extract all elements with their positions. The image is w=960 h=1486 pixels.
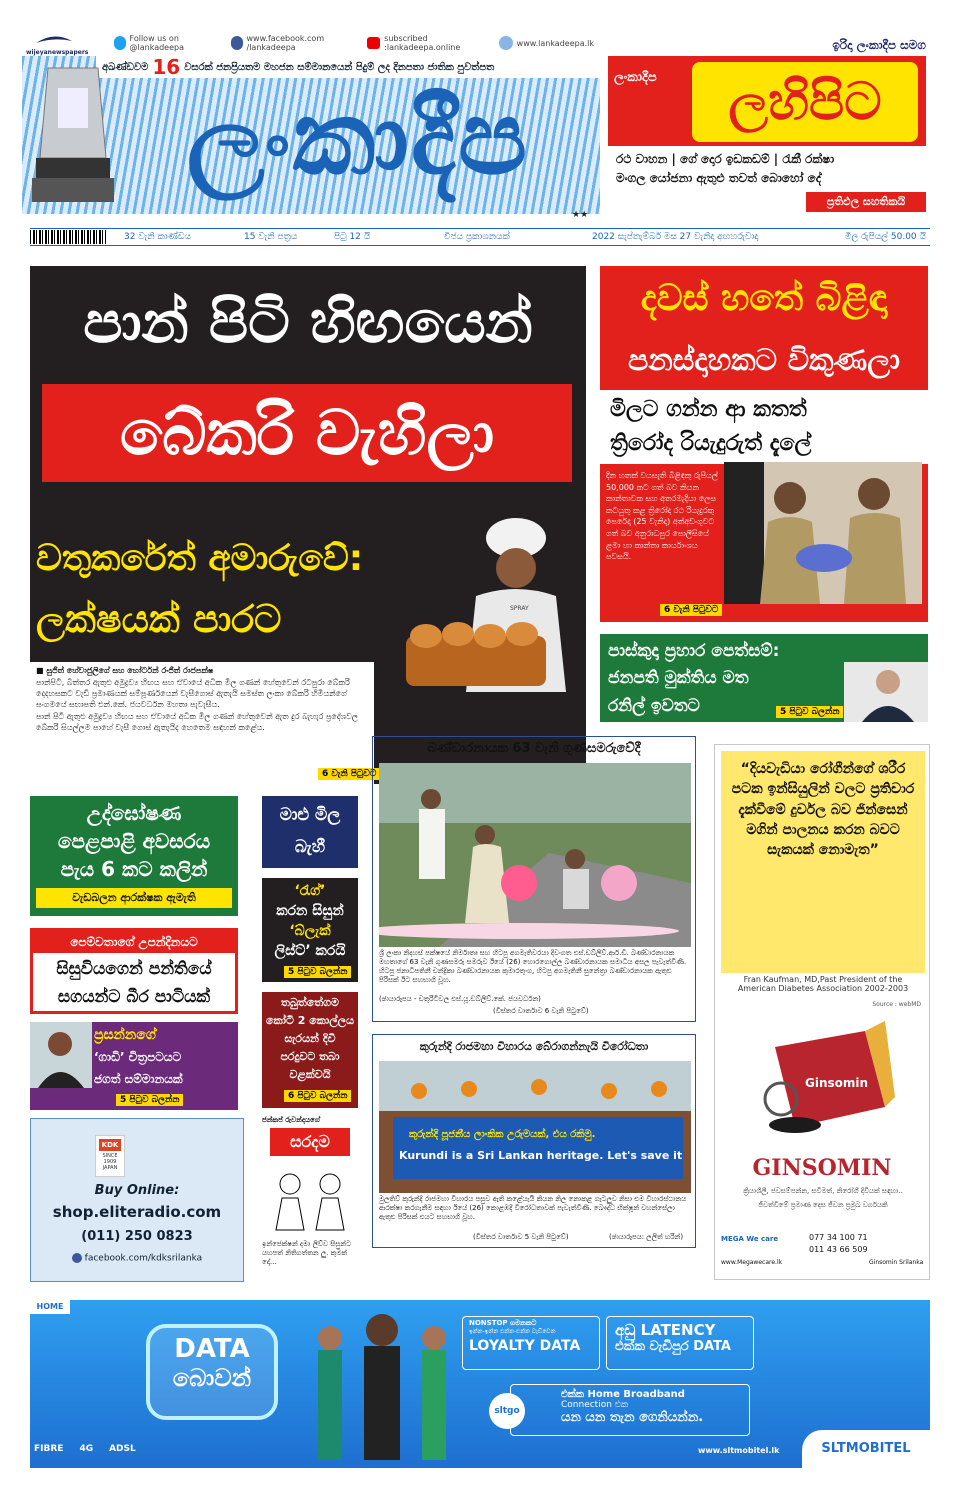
wijeya-label: wijeyanewspapers — [26, 49, 89, 56]
bandara-ref[interactable]: (විස්තර වාර්තාව 6 වැනි පිටුවේ) — [493, 1007, 589, 1015]
ginsomin-pack-label: Ginsomin — [805, 1076, 869, 1090]
cartoon-caption: ඉන්ජෙක්ෂන් දමා ලිව්ව සිසුන්ට යහපත් නිතිගත්තන ලු. කුමක් දෝ... — [262, 1240, 351, 1267]
uddosh-line-3: පැය 6 කට කලින් — [60, 857, 208, 881]
kurundi-photo — [379, 1061, 691, 1193]
lead-ref[interactable]: 6 වැනි පිටුවට — [318, 768, 380, 780]
ginsomin-brand: GINSOMIN — [752, 1155, 892, 1181]
baby-headline-3: මිලට ගන්න ආ කතත් — [610, 397, 807, 422]
raga-line-4: ලිස්ට්’ කරයි — [274, 943, 346, 959]
lead-body-box — [30, 662, 374, 784]
feature-adsl: ADSL — [109, 1444, 136, 1454]
slt-people — [290, 1308, 470, 1460]
slt-home-tag: HOME — [30, 1300, 70, 1314]
slt-features — [34, 1444, 234, 1462]
premi-story[interactable] — [30, 928, 238, 1014]
thabu-line-1: තබුත්තේගම — [281, 996, 339, 1009]
kdk-logo: KDK — [99, 1139, 121, 1151]
ginsomin-web[interactable]: www.Megawecare.lk — [721, 1259, 783, 1266]
slt-brand: SLTMOBITEL — [802, 1430, 930, 1468]
masthead — [0, 0, 960, 225]
raga-line-1: ‘රැග්’ — [294, 883, 326, 899]
ginsomin-source: Source : webMD — [872, 1001, 921, 1008]
bandara-story[interactable] — [372, 736, 696, 1022]
baker-photo — [406, 516, 586, 692]
sltgo-logo: sltgo — [489, 1393, 525, 1429]
prasanna-ref[interactable]: 5 පිටුව බලන්න — [116, 1094, 183, 1106]
slt-latency-box: අඩු LATENCY එක්ක වැඩිපුර DATA — [606, 1316, 754, 1370]
slt-data-bubble — [146, 1324, 278, 1420]
twitter-icon — [114, 36, 126, 50]
kurundi-ref[interactable]: (විස්තර වාර්තාව 5 වැනි පිටුවේ) — [473, 1233, 569, 1241]
ranil-photo — [844, 662, 928, 722]
lahipita-top: ඉරිදා ලංකාදීප සමග — [832, 38, 926, 52]
cartoon-drawing — [262, 1160, 358, 1236]
lahipita-lines: රථ වාහන | ගේ දොර ඉඩකඩම් | රැකී රක්ෂා මංගල යෝජනා ඇතුළු තවත් බොහෝ දේ — [608, 146, 926, 202]
ginsomin-product — [755, 1017, 895, 1147]
thabu-line-3: සැරයන් දිවි — [284, 1032, 336, 1045]
baby-story[interactable] — [600, 266, 928, 622]
thabu-story[interactable] — [262, 992, 358, 1108]
social-row — [114, 34, 594, 52]
raga-line-3: ‘බ්ලැක් — [289, 923, 331, 939]
prasanna-line-1: ප්‍රසන්නගේ — [94, 1027, 156, 1043]
lahipita-header — [608, 56, 926, 185]
baby-ref[interactable]: 6 වැනි පිටුවට — [660, 604, 722, 616]
cartoon-author: ජන්කප් රුවන්දයගේ — [262, 1116, 320, 1124]
kurundi-caption: මුලතිව් කුරුන්දි රාජමහා විහාරය පසුව ඇති කළේයැයි කියන නිල නොකළ ගැටලුව නිසා එම විහාරස්ථානය ආරක්ෂා කරගැනීම සඳහා ඊයේ (26) කොළඹදී විරෝධතාවක් පැවැත්විණි. බෞද්ධ භික්ෂූන් වහන්සේලා ඇතුළු පිරිසක් එයට සහභාගි වූහ. — [379, 1195, 687, 1222]
lead-headline-1: පාන් පිටි හිඟයෙන් — [83, 288, 533, 356]
lead-headline-3: වතුකරේත් අමාරුවේ: — [36, 538, 364, 579]
megawecare-logo: MEGA We care — [721, 1235, 779, 1243]
uddosh-sub: වැඩබලන ආරක්ෂක ඇමැති — [36, 888, 232, 908]
kdk-logo-box — [95, 1135, 125, 1177]
barcode — [30, 230, 106, 244]
lead-headline-2: බේකරි වැහිලා — [119, 396, 495, 469]
stars: ★★ — [572, 210, 589, 220]
bandara-caption: ශ්‍රී ලංකා නිදහස් පක්ෂයේ නිර්මාතෘ සහ හිටපු අගමැතිවරයා දිවංගත එස්.ඩබ්ලිව්.ආර්.ඩී. බණ්ඩාරනායක මහතාගේ 63 වැනි ගුණසමරු සමරුව ඊයේ (26) හොරගොල්ල බණ්ඩාරනායක සමාධිය අසල පැවැත්විණි. හිටපු ජනාධිපතිනී චන්ද්‍රිකා බණ්ඩාරනායක කුමාරතුංග, හිටපු අගමැතිනී සුනේත්‍රා බණ්ඩාරනායක ඇතුළු පිරිසක් ඊට සහභාගි වූහ. — [379, 949, 687, 985]
kdk-phone[interactable]: (011) 250 0823 — [81, 1229, 193, 1244]
thabu-line-2: කෝටි 2 කොල්ලය — [265, 1014, 354, 1027]
pask-headline-2: ජනපති මුක්තිය මත — [608, 668, 749, 688]
facebook-icon — [72, 1253, 82, 1263]
premi-line-2: සිසුවියගෙන් පන්තියේ — [56, 959, 212, 979]
lahipita-title: ලහිපිට — [728, 72, 882, 132]
prasanna-photo — [30, 1022, 92, 1088]
pask-headline-3: රනිල් ඉවතට — [608, 696, 700, 716]
thabu-ref[interactable]: 6 පිටුව බලන්න — [284, 1090, 351, 1102]
ginsomin-ad[interactable] — [714, 744, 930, 1280]
cartoon[interactable] — [262, 1116, 358, 1284]
kdk-fb[interactable]: facebook.com/kdksrilanka — [31, 1253, 243, 1269]
baby-headline-2: පනස්දාහකට විකුණලා — [628, 343, 900, 378]
lead-body-2: පාන් පිටි ඇතුළු අමුද්‍රව්‍ය හිඟය සහ ඒවායේ අධික මිල ගණන් හේතුවෙන් ඇත දුර බැහැර ප්‍රදේශවල බේකරි සියල්ලම පාහේ වැසී ගොස් ඇතැයිද හෙතෙම සඳහන් කළේය. — [36, 712, 358, 733]
lead-byline: ■ සුජිත් හේවාජුලිගේ සහ හෝර්ටන් රංජිත් රාජපක්ෂ — [36, 666, 214, 675]
baby-headline-1: දවස් හතේ බිළිඳා — [640, 278, 888, 319]
uddosh-line-1: උද්ඝෝෂණ — [86, 801, 182, 825]
ginsomin-phone-2[interactable]: 011 43 66 509 — [809, 1245, 868, 1254]
kurundi-credit: (ඡායාරූපය: ලලිත් හරින්) — [609, 1233, 684, 1241]
info-bar: 32 වැනි කාණ්ඩය 15 වැනි පත්‍රය පිටු 12 යි විජය ප්‍රකාශනයක් 2022 සැප්තැම්බර් මස 27 වැනිදා අඟහරුවාදා මිල රුපියල් 50.00 යි — [30, 228, 930, 246]
thabu-line-5: වළක්වයි — [289, 1068, 331, 1081]
kdk-site[interactable]: shop.eliteradio.com — [52, 1203, 222, 1221]
tray-label: SPRAY — [510, 605, 529, 612]
uddosh-line-2: පෙළපාළි අවසරය — [57, 829, 211, 853]
ginsomin-quote: “දියවැඩියා රෝගීන්ගේ ශරීර පටක ඉන්සියුලින් වලට ප්‍රතිචාර දැක්වීමේ දුර්වල බව ජින්සෙන් මගින් පාලනය කරන බවට සැකයක් නොමැත” — [731, 761, 915, 859]
thabu-line-4: පරදුවට තබා — [280, 1050, 340, 1063]
bandara-credit: (ඡායාරූපය - චතුරිටිවල එස්.යූ.ඩබ්ලිව්.කේ. ජයවර්ධන) — [379, 995, 541, 1003]
kdk-buy: Buy Online: — [94, 1183, 180, 1198]
globe-icon — [499, 36, 513, 50]
lead-body-1: පාන්පිටි, බිත්තර ඇතුළු අමුද්‍රව්‍ය හිඟය සහ ඒවායේ අධික මිල ගණන් හේතුවෙන් රටපුරා බේකරි දෙදහසකට වැඩි ප්‍රමාණයක් සම්පූර්ණයෙන් වැසීගොස් ඇතැයි සමස්ත ලංකා බේකරි හිමියන්ගේ සංගමයේ සභාපති එන්.කේ. ජයවර්ධන මහතා පැවැසීය. — [36, 678, 350, 709]
bandara-title: බණ්ඩාරනායක 63 වැනි ගුණසමරුවේදී — [427, 741, 641, 756]
raga-line-2: කරන සිසුන් — [276, 903, 344, 919]
youtube-icon — [367, 37, 380, 49]
prasanna-line-2: ‘ගාඩි’ චිත්‍රපටයට — [94, 1050, 182, 1064]
premi-line-3: සගයන්ට බීර පාටියක් — [57, 987, 211, 1007]
kurundi-banner-1: කුරුන්දි පූජනීය ලාංකික උරුමයක්, එය රකිමු. — [409, 1129, 596, 1140]
fish-line-1: මාළු මිල — [279, 805, 341, 825]
lahipita-ad[interactable] — [608, 38, 926, 214]
lahipita-footer: ප්‍රතිඵල සහතිකයි — [806, 192, 926, 212]
kdk-since: SINCE 1909 — [102, 1153, 118, 1165]
trophy-icon — [28, 58, 116, 208]
baby-headline-4: ත්‍රිරෝද රියැදුරුත් දැලේ — [610, 431, 812, 456]
ginsomin-phone-1[interactable]: 077 34 100 71 — [809, 1233, 868, 1242]
kurundi-banner-2: Kurundi is a Sri Lankan heritage. Let's save it — [399, 1149, 683, 1162]
premi-line-1: පෙම්වතාගේ උපන්දිනයට — [33, 931, 235, 953]
raga-ref[interactable]: 5 පිටුව බලන්න — [284, 966, 351, 978]
slt-data-label: DATA — [174, 1334, 250, 1364]
fish-line-2: බැහී — [294, 837, 326, 857]
slt-bovan: බොවන් — [172, 1364, 252, 1392]
social-youtube[interactable]: subscribed :lankadeepa.online — [367, 34, 485, 52]
bird-icon — [34, 33, 74, 45]
social-facebook[interactable]: www.facebook.com /lankadeepa — [231, 34, 353, 52]
lead-headline-4: ලක්ෂයක් පාරට — [36, 597, 282, 641]
pask-ref[interactable]: 5 පිටුව බලන්න — [776, 706, 843, 718]
facebook-icon — [231, 36, 243, 50]
ginsomin-sub: ජීවත්වීමේ ප්‍රමාණ දෙස ජීවන ප්‍රමුඛ වර්ගයකි — [758, 1201, 888, 1209]
police-photo — [724, 462, 922, 604]
raga-story[interactable] — [262, 878, 358, 982]
ginsomin-fb[interactable]: Ginsomin Srilanka — [869, 1259, 924, 1266]
pask-headline-1: පාස්කුදා ප්‍රහාර පෙත්සම්: — [608, 641, 780, 661]
paskuda-story[interactable] — [600, 634, 928, 722]
ginsomin-tagline: ක්‍රියාශීලී, ජවසම්පන්න, සවිමත්, නිරෝගී දිවියක් සඳහා.. — [743, 1187, 903, 1195]
feature-fibre: FIBRE — [34, 1444, 64, 1454]
kurundi-story[interactable] — [372, 1034, 696, 1248]
feature-4g: 4G — [79, 1444, 94, 1454]
fish-story[interactable] — [262, 796, 358, 868]
ginsomin-attribution: Fran Kaufman, MD,Past President of the American Diabetes Association 2002-2003 — [737, 975, 909, 993]
prasanna-story[interactable] — [30, 1022, 238, 1110]
wijeya-logo — [26, 30, 89, 56]
prasanna-line-3: ජගත් සම්මානයක් — [94, 1072, 183, 1086]
kdk-ad[interactable] — [30, 1118, 244, 1282]
kdk-country: JAPAN — [102, 1165, 118, 1171]
ginsomin-contacts — [721, 1229, 925, 1275]
cartoon-title: සරදම — [270, 1128, 350, 1156]
lead-story[interactable] — [30, 266, 586, 784]
brand-logo: ලංකාදීප — [186, 79, 530, 198]
social-twitter[interactable]: Follow us on @lankadeepa — [114, 34, 217, 52]
lahipita-tag: ලංකාදීප — [614, 70, 657, 85]
social-web[interactable]: www.lankadeepa.lk — [499, 36, 594, 50]
bandara-photo — [379, 763, 691, 947]
lahipita-title-box — [692, 62, 918, 142]
kurundi-title: කුරුන්දි රාජමහා විහාරය බේරාගන්නැයි විරෝධතා — [419, 1040, 649, 1053]
slt-broadband-box: sltgo එක්ක Home Broadband Connection එක යන යන තැන ගෙනියන්න. — [510, 1384, 750, 1436]
uddosh-story[interactable] — [30, 796, 238, 916]
slt-loyalty-box: NONSTOP ගමනකට ඉන්න-ඉන්න එන්න-එන්න වැඩිවෙන LOYALTY DATA — [462, 1316, 600, 1370]
slt-ad[interactable] — [30, 1300, 930, 1468]
award-line: අඛණ්ඩවම 16 වසරක් ජනප්‍රියතම මහජන සම්මානයෙන් පිදුම් ලද දිනපතා ජාතික පුවත්පත — [96, 56, 606, 78]
slt-web[interactable]: www.sltmobitel.lk — [698, 1446, 780, 1455]
baby-body: දින හතක් වයසැති බිළිඳකු රුපියල් 50,000 කට ගත් බව කියන කාන්තාවක සහ අතරමැදියා ලෙස කටයුතු කළ ත්‍රිරෝද රථ රියැදුරකු පෙරේදා (25 වැනිදා) අත්අඩංගුවට ගත් බව අනුරාධපුර පොලීසියේ ළමා හා කාන්තා කාර්යාංශය පවසයි. — [606, 471, 718, 562]
